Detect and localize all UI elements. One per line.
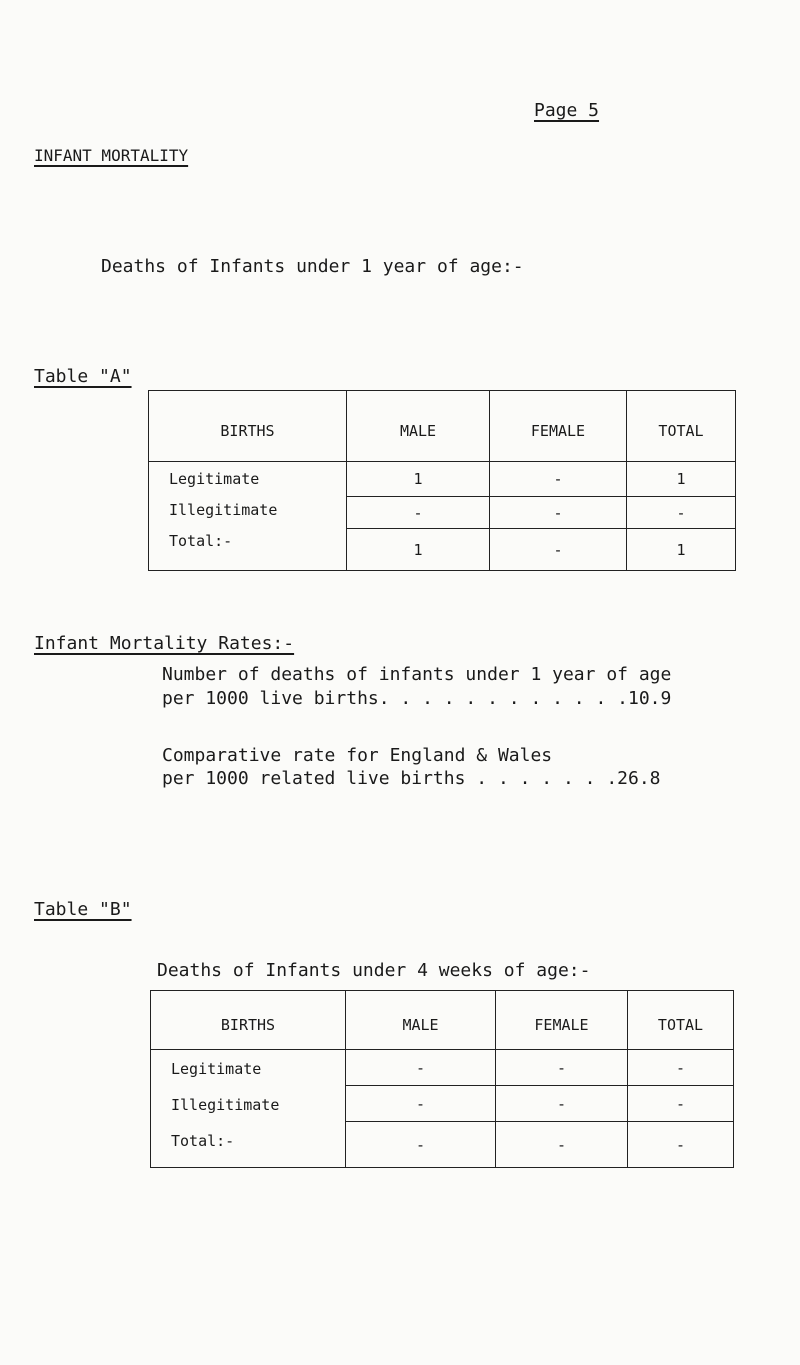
- table-a-label: Table "A": [34, 366, 132, 387]
- table-b-label: Table "B": [34, 899, 132, 920]
- table-a-header-female: FEMALE: [490, 391, 627, 462]
- cell-female: -: [496, 1086, 628, 1122]
- table-a-header-row: [149, 391, 736, 462]
- table-a-header-total: TOTAL: [627, 391, 736, 462]
- cell-total: -: [628, 1050, 734, 1086]
- rate2-line1: Comparative rate for England & Wales: [162, 745, 553, 766]
- table-b-births-labels: [151, 1050, 346, 1168]
- cell-male: -: [346, 1050, 496, 1086]
- table-a: [148, 390, 736, 571]
- table-b-header-row: [151, 991, 734, 1050]
- row-label: Total:-: [169, 532, 233, 550]
- cell-female: -: [490, 529, 627, 571]
- rates-title: Infant Mortality Rates:-: [34, 633, 295, 654]
- table-a-header-births: BIRTHS: [149, 391, 347, 462]
- cell-male: -: [347, 497, 490, 529]
- cell-total: -: [628, 1122, 734, 1168]
- rate1-line2: per 1000 live births. . . . . . . . . . . .10.9: [162, 688, 672, 709]
- cell-male: 1: [347, 529, 490, 571]
- table-b-header-births: BIRTHS: [151, 991, 346, 1050]
- cell-total: 1: [627, 529, 736, 571]
- cell-male: 1: [347, 462, 490, 497]
- row-label: Illegitimate: [171, 1096, 280, 1114]
- cell-total: -: [627, 497, 736, 529]
- table-a-births-labels: [149, 462, 347, 571]
- table-b: [150, 990, 734, 1168]
- row-label: Illegitimate: [169, 501, 278, 519]
- cell-female: -: [490, 497, 627, 529]
- table-b-header-total: TOTAL: [628, 991, 734, 1050]
- row-label: Legitimate: [171, 1060, 262, 1078]
- table-row: [149, 462, 736, 497]
- table-a-header-male: MALE: [347, 391, 490, 462]
- rate1-line1: Number of deaths of infants under 1 year of age: [162, 664, 672, 685]
- table-a-intro: Deaths of Infants under 1 year of age:-: [101, 256, 524, 277]
- page-number: Page 5: [534, 100, 600, 121]
- cell-female: -: [490, 462, 627, 497]
- cell-total: -: [628, 1086, 734, 1122]
- row-label: Legitimate: [169, 470, 260, 488]
- table-b-header-female: FEMALE: [496, 991, 628, 1050]
- cell-male: -: [346, 1122, 496, 1168]
- row-label: Total:-: [171, 1132, 235, 1150]
- section-title: INFANT MORTALITY: [34, 146, 189, 165]
- cell-male: -: [346, 1086, 496, 1122]
- table-b-intro: Deaths of Infants under 4 weeks of age:-: [157, 960, 591, 981]
- cell-female: -: [496, 1122, 628, 1168]
- cell-total: 1: [627, 462, 736, 497]
- rate2-line2: per 1000 related live births . . . . . . .26.8: [162, 768, 661, 789]
- table-b-header-male: MALE: [346, 991, 496, 1050]
- table-row: [151, 1050, 734, 1086]
- cell-female: -: [496, 1050, 628, 1086]
